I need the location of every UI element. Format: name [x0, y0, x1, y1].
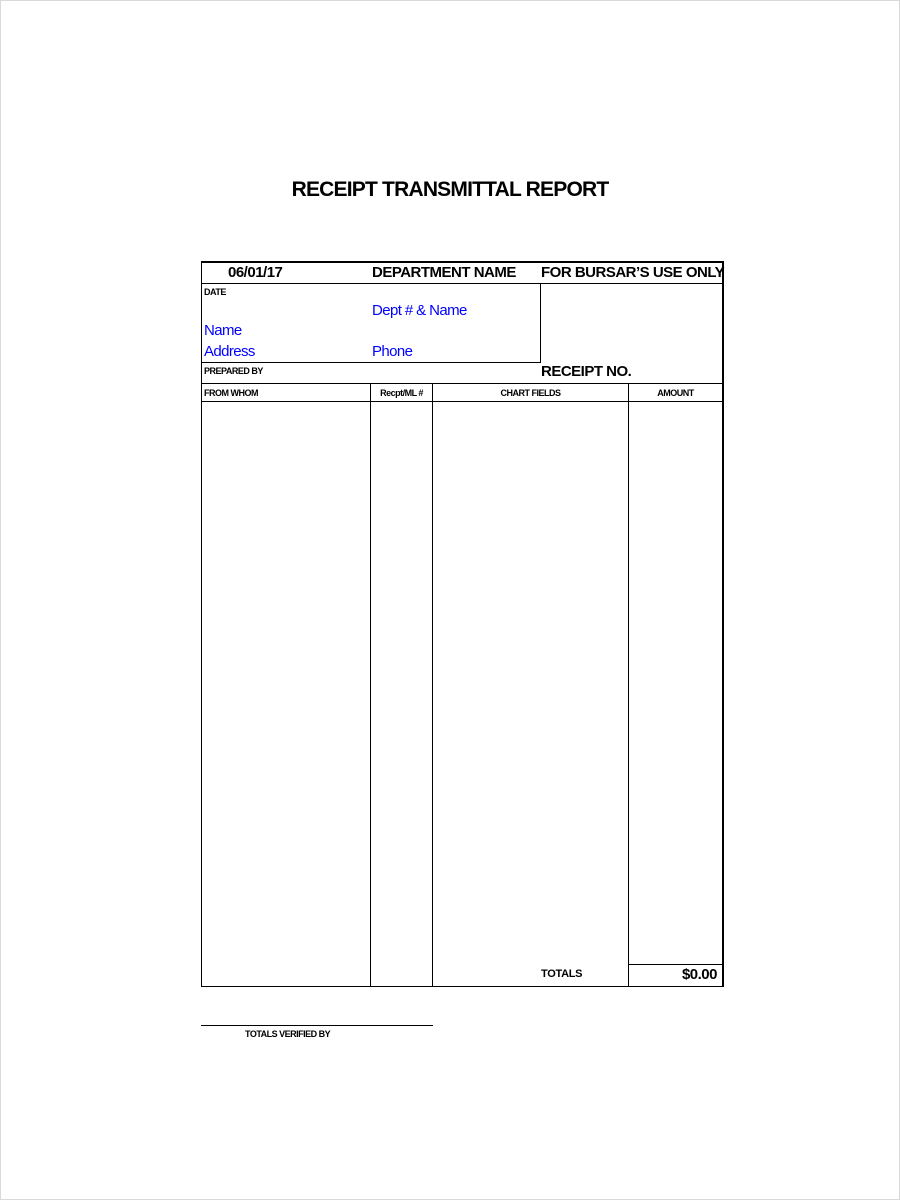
prepared-by-line: [201, 362, 541, 363]
totals-value: $0.00: [681, 966, 717, 983]
date-value[interactable]: 06/01/17: [228, 264, 283, 281]
bursar-label: FOR BURSAR’S USE ONLY: [541, 264, 725, 281]
column-header-chart-fields: CHART FIELDS: [500, 388, 561, 398]
totals-label: TOTALS: [541, 968, 583, 980]
column-header-from-whom: FROM WHOM: [204, 388, 258, 398]
department-label: DEPARTMENT NAME: [372, 264, 516, 281]
table-top-border: [201, 261, 724, 263]
column-divider-1: [370, 383, 371, 986]
header-row-divider: [201, 283, 724, 284]
column-divider-3: [628, 383, 629, 986]
column-header-bottom: [201, 401, 724, 402]
address-field[interactable]: Address: [204, 343, 255, 360]
column-header-amount: AMOUNT: [657, 388, 694, 398]
page-title: [0, 178, 900, 202]
dept-name-field[interactable]: Dept # & Name: [372, 302, 467, 319]
table-right-border: [722, 261, 724, 987]
verified-signature-line[interactable]: [201, 1025, 433, 1026]
phone-field[interactable]: Phone: [372, 343, 413, 360]
column-divider-2: [432, 383, 433, 986]
table-bottom-border: [201, 986, 724, 987]
totals-verified-label: TOTALS VERIFIED BY: [245, 1029, 331, 1039]
date-label: DATE: [204, 287, 226, 297]
totals-amount-line: [628, 964, 724, 965]
table-left-border: [201, 261, 202, 987]
receipt-no-label: RECEIPT NO.: [541, 363, 632, 380]
column-header-recpt-ml: Recpt/ML #: [380, 388, 423, 398]
column-header-top: [201, 383, 724, 384]
prepared-by-label: PREPARED BY: [204, 366, 263, 376]
bursar-box-left: [540, 283, 541, 362]
name-field[interactable]: Name: [204, 322, 242, 339]
page-title-text: RECEIPT TRANSMITTAL REPORT: [291, 178, 609, 201]
